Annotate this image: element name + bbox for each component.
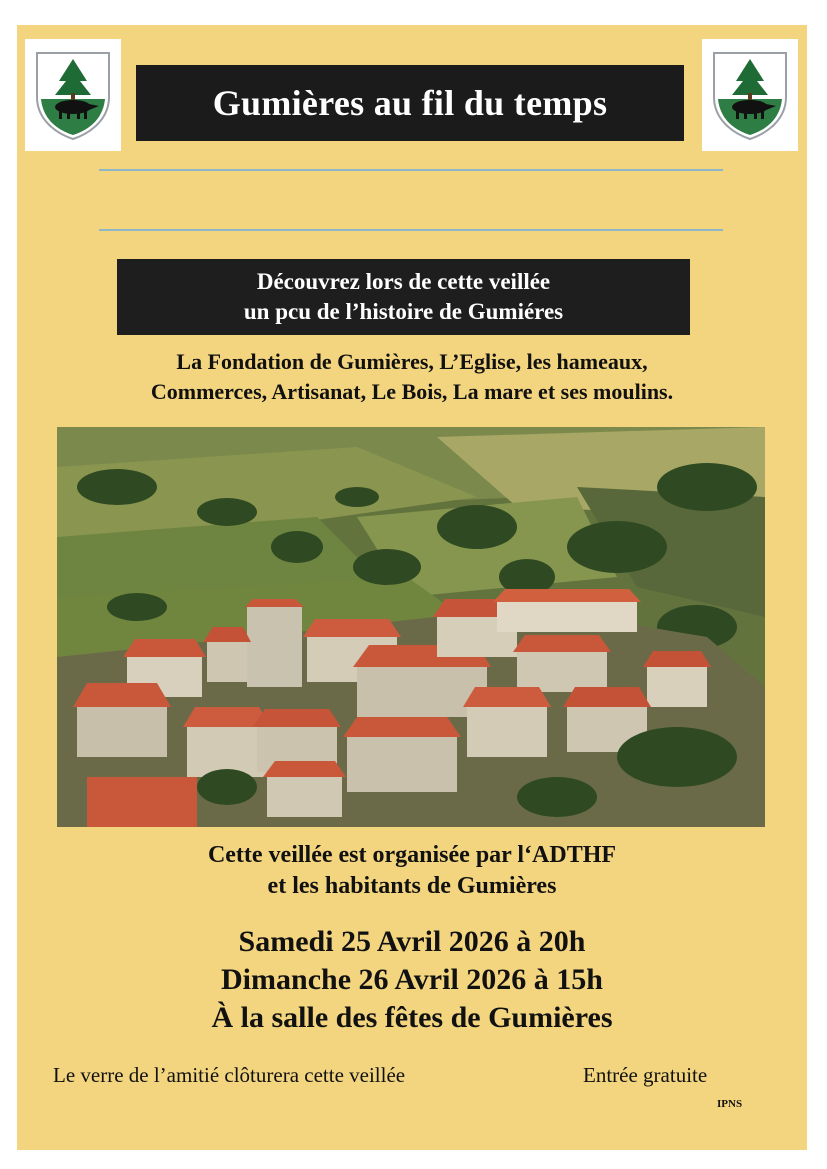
event-date-1: Samedi 25 Avril 2026 à 20h <box>238 925 586 958</box>
divider-line <box>99 229 723 231</box>
intro-line: Découvrez lors de cette veillée <box>256 269 551 294</box>
topics-line: Commerces, Artisanat, Le Bois, La mare et ses moulins. <box>150 379 674 404</box>
crest-left <box>25 39 121 151</box>
entry-note: Entrée gratuite <box>583 1063 708 1087</box>
organizer-line: et les habitants de Gumières <box>267 873 557 899</box>
event-date-2: Dimanche 26 Avril 2026 à 15h <box>221 963 603 996</box>
event-venue: À la salle des fêtes de Gumières <box>211 1001 613 1034</box>
poster <box>17 25 807 1150</box>
intro-line: un pcu de l’histoire de Gumiéres <box>243 299 564 324</box>
topics-line: La Fondation de Gumières, L’Eglise, les hameaux, <box>176 349 648 374</box>
page-title: Gumières au fil du temps <box>136 65 684 141</box>
organizer-text <box>17 840 807 902</box>
topics-list <box>17 347 807 407</box>
ipns-label: IPNS <box>717 1098 743 1110</box>
coat-of-arms-icon <box>710 49 790 141</box>
coat-of-arms-icon <box>33 49 113 141</box>
organizer-line: Cette veillée est organisée par l‘ADTHF <box>207 842 617 868</box>
crest-right <box>702 39 798 151</box>
divider-line <box>99 169 723 171</box>
closing-note: Le verre de l’amitié clôturera cette veillée <box>53 1063 406 1087</box>
aerial-village-photo <box>57 427 765 827</box>
schedule <box>17 923 807 1037</box>
intro-banner <box>117 259 690 335</box>
